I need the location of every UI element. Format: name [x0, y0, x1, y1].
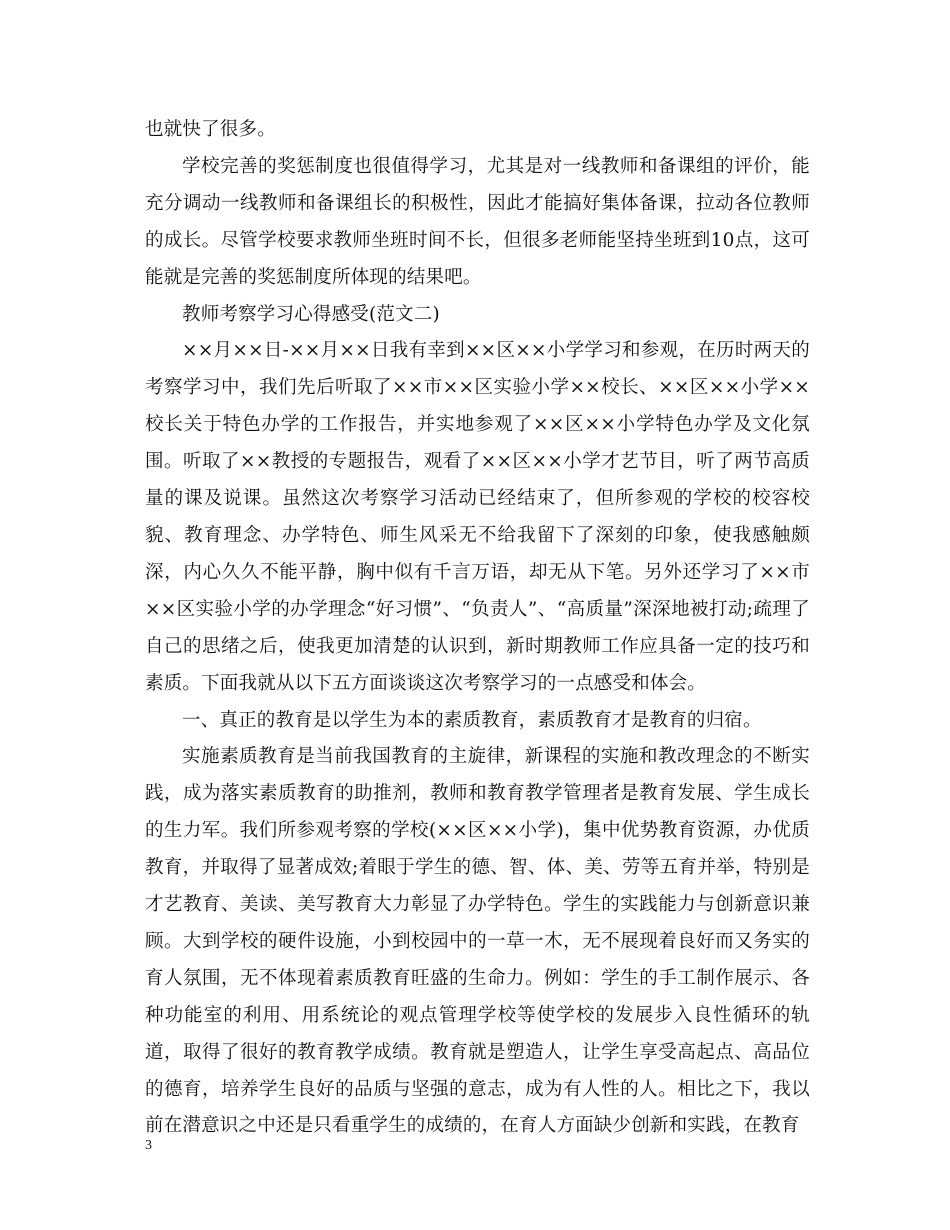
paragraph-4: 实施素质教育是当前我国教育的主旋律，新课程的实施和教改理念的不断实践，成为落实素质教育的助推剂，教师和教育教学管理者是教育发展、学生成长的生力军。我们所参观考察的学校(××区××小学)，集中优势教育资源，办优质教育，并取得了显著成效;着眼于学生的德、智、体、美、劳等五育并举，特别是才艺教育、美读、美写教育大力彰显了办学特色。学生的实践能力与创新意识兼顾。大到学校的硬件设施，小到校园中的一草一木，无不展现着良好而又务实的育人氛围，无不体现着素质教育旺盛的生命力。例如：学生的手工制作展示、各种功能室的利用、用系统论的观点管理学校等使学校的发展步入良性循环的轨道，取得了很好的教育教学成绩。教育就是塑造人，让学生享受高起点、高品位的德育，培养学生良好的品质与坚强的意志，成为有人性的人。相比之下，我以前在潜意识之中还是只看重学生的成绩的，在育人方面缺少创新和实践，在教育	[145, 746, 810, 1137]
document-body	[145, 112, 810, 1145]
section-heading: 教师考察学习心得感受(范文二)	[182, 303, 440, 325]
subheading-one: 一、真正的教育是以学生为本的素质教育，素质教育才是教育的归宿。	[182, 709, 762, 731]
paragraph-2: 学校完善的奖惩制度也很值得学习，尤其是对一线教师和备课组的评价，能充分调动一线教师和备课组长的积极性，因此才能搞好集体备课，拉动各位教师的成长。尽管学校要求教师坐班时间不长，但很多老师能坚持坐班到10点，这可能就是完善的奖惩制度所体现的结果吧。	[145, 155, 810, 288]
page-number: 3	[145, 1138, 152, 1153]
paragraph-1: 也就快了很多。	[145, 119, 276, 140]
paragraph-3: ××月××日-××月××日我有幸到××区××小学学习和参观，在历时两天的考察学习中，我们先后听取了××市××区实验小学××校长、××区××小学××校长关于特色办学的工作报告，并实地参观了××区××小学特色办学及文化氛围。听取了××教授的专题报告，观看了××区××小学才艺节目，听了两节高质量的课及说课。虽然这次考察学习活动已经结束了，但所参观的学校的校容校貌、教育理念、办学特色、师生风采无不给我留下了深刻的印象，使我感触颇深，内心久久不能平静，胸中似有千言万语，却无从下笔。另外还学习了××市××区实验小学的办学理念“好习惯”、“负责人”、“高质量”深深地被打动;疏理了自己的思绪之后，使我更加清楚的认识到，新时期教师工作应具备一定的技巧和素质。下面我就从以下五方面谈谈这次考察学习的一点感受和体会。	[145, 340, 810, 694]
